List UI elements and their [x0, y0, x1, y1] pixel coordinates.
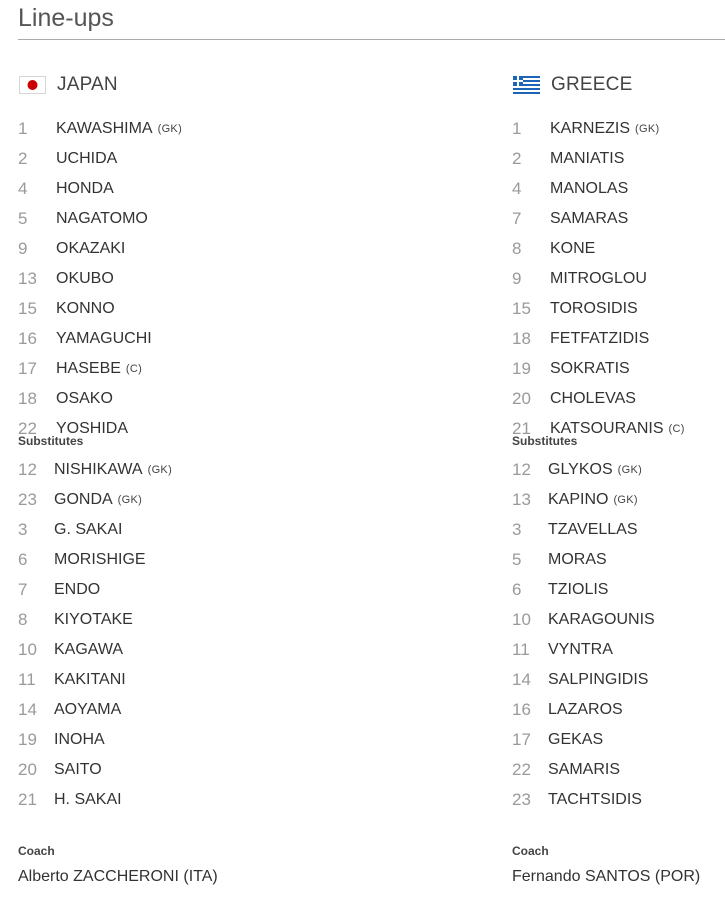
- team-japan: [18, 70, 230, 889]
- player-name: KONNO: [56, 300, 115, 317]
- player-name: NAGATOMO: [56, 210, 148, 227]
- player-row: [18, 234, 230, 264]
- substitutes-heading: Substitutes: [18, 434, 84, 448]
- player-row: [512, 725, 724, 755]
- player-number: 3: [18, 520, 28, 539]
- player-row: [512, 264, 724, 294]
- team-name: JAPAN: [57, 74, 118, 95]
- player-row: [18, 354, 230, 384]
- lineups-header: [18, 3, 725, 40]
- player-number: 20: [18, 760, 37, 779]
- player-name: MANIATIS: [550, 150, 625, 167]
- player-name: SAITO: [54, 761, 102, 778]
- player-name: YOSHIDA: [56, 420, 129, 437]
- player-number: 6: [18, 550, 28, 569]
- player-name: AOYAMA: [54, 701, 122, 718]
- player-number: 12: [18, 460, 37, 479]
- substitutes-list: [18, 455, 230, 815]
- player-number: 17: [18, 359, 37, 378]
- player-name: MORAS: [548, 551, 607, 568]
- player-name: KONE: [550, 240, 596, 257]
- player-row: [512, 455, 724, 485]
- substitutes-heading: Substitutes: [512, 434, 578, 448]
- player-number: 2: [512, 149, 522, 168]
- player-row: [18, 144, 230, 174]
- player-number: 1: [18, 119, 28, 138]
- player-name: OKUBO: [56, 270, 114, 287]
- player-number: 14: [18, 700, 37, 719]
- substitutes-list: [512, 455, 724, 815]
- player-number: 6: [512, 580, 522, 599]
- player-number: 22: [512, 760, 531, 779]
- player-name: G. SAKAI: [54, 521, 123, 538]
- player-row: [512, 695, 724, 725]
- page-title: Line-ups: [18, 4, 114, 32]
- player-name: KARAGOUNIS: [548, 611, 655, 628]
- player-row: [18, 785, 230, 815]
- player-number: 18: [18, 389, 37, 408]
- coach-heading: Coach: [512, 844, 549, 858]
- coach-name: Alberto ZACCHERONI (ITA): [18, 868, 218, 885]
- player-role-tag: (GK): [617, 464, 643, 476]
- player-role-tag: (GK): [635, 123, 660, 135]
- coach-name: Fernando SANTOS (POR): [512, 868, 701, 885]
- player-role-tag: (GK): [147, 464, 173, 476]
- player-name: KARNEZIS: [550, 120, 631, 137]
- player-row: [18, 515, 230, 545]
- player-name: NISHIKAWA: [54, 461, 143, 478]
- player-number: 13: [18, 269, 37, 288]
- player-name: TZAVELLAS: [548, 521, 638, 538]
- player-row: [18, 264, 230, 294]
- starters-list: [18, 114, 230, 438]
- player-number: 20: [512, 389, 531, 408]
- player-name: YAMAGUCHI: [56, 330, 152, 347]
- player-row: [512, 545, 724, 575]
- player-number: 11: [512, 640, 530, 659]
- player-name: H. SAKAI: [54, 791, 122, 808]
- player-number: 10: [512, 610, 531, 629]
- player-name: ENDO: [54, 581, 101, 598]
- player-name: INOHA: [54, 731, 105, 748]
- player-number: 21: [18, 790, 37, 809]
- player-row: [18, 114, 230, 144]
- player-row: [18, 725, 230, 755]
- player-number: 4: [18, 179, 28, 198]
- player-row: [512, 114, 724, 144]
- player-role-tag: (GK): [117, 494, 143, 506]
- player-number: 14: [512, 670, 531, 689]
- player-number: 23: [512, 790, 531, 809]
- player-name: VYNTRA: [548, 641, 613, 658]
- player-name: HONDA: [56, 180, 114, 197]
- player-number: 15: [18, 299, 37, 318]
- player-row: [512, 384, 724, 414]
- player-name: KAKITANI: [54, 671, 126, 688]
- player-row: [18, 455, 230, 485]
- player-row: [18, 545, 230, 575]
- player-row: [18, 575, 230, 605]
- player-number: 22: [18, 419, 37, 438]
- player-name: MORISHIGE: [54, 551, 146, 568]
- player-role-tag: (GK): [613, 494, 638, 506]
- player-number: 13: [512, 490, 531, 509]
- player-number: 18: [512, 329, 531, 348]
- player-row: [512, 635, 724, 665]
- player-number: 1: [512, 119, 522, 138]
- player-name: OKAZAKI: [56, 240, 126, 257]
- player-row: [512, 755, 724, 785]
- team-name: GREECE: [551, 74, 633, 95]
- player-row: [18, 324, 230, 354]
- team-header: [512, 70, 724, 100]
- player-number: 17: [512, 730, 531, 749]
- coach-heading: Coach: [18, 844, 55, 858]
- player-name: KATSOURANIS: [550, 420, 664, 437]
- player-row: [512, 294, 724, 324]
- player-number: 3: [512, 520, 522, 539]
- player-name: KAWASHIMA: [56, 120, 153, 137]
- player-name: MITROGLOU: [550, 270, 647, 287]
- player-name: KAPINO: [548, 491, 609, 508]
- player-row: [18, 174, 230, 204]
- player-row: [18, 665, 230, 695]
- team-greece: [512, 70, 724, 889]
- player-row: [18, 695, 230, 725]
- player-number: 8: [512, 239, 522, 258]
- player-row: [512, 204, 724, 234]
- player-name: TACHTSIDIS: [548, 791, 642, 808]
- player-number: 19: [512, 359, 531, 378]
- player-name: SAMARIS: [548, 761, 621, 778]
- player-row: [512, 665, 724, 695]
- player-number: 5: [18, 209, 28, 228]
- player-row: [512, 605, 724, 635]
- player-row: [512, 324, 724, 354]
- player-name: GONDA: [54, 491, 113, 508]
- player-number: 9: [512, 269, 522, 288]
- player-role-tag: (C): [668, 423, 685, 435]
- player-name: LAZAROS: [548, 701, 623, 718]
- player-row: [18, 605, 230, 635]
- player-role-tag: (C): [125, 363, 143, 375]
- player-role-tag: (GK): [157, 123, 183, 135]
- player-row: [18, 384, 230, 414]
- greece-flag-icon: [513, 76, 540, 94]
- player-name: GLYKOS: [548, 461, 613, 478]
- player-row: [512, 575, 724, 605]
- player-row: [18, 485, 230, 515]
- player-name: KAGAWA: [54, 641, 124, 658]
- player-row: [18, 635, 230, 665]
- player-number: 12: [512, 460, 531, 479]
- player-row: [18, 755, 230, 785]
- player-number: 2: [18, 149, 28, 168]
- player-row: [512, 144, 724, 174]
- player-number: 9: [18, 239, 28, 258]
- player-name: SALPINGIDIS: [548, 671, 649, 688]
- japan-flag-icon: [19, 76, 46, 94]
- player-name: SOKRATIS: [550, 360, 630, 377]
- player-row: [18, 204, 230, 234]
- player-number: 4: [512, 179, 522, 198]
- player-row: [512, 785, 724, 815]
- player-number: 8: [18, 610, 28, 629]
- player-row: [18, 294, 230, 324]
- player-name: KIYOTAKE: [54, 611, 133, 628]
- player-number: 21: [512, 419, 531, 438]
- player-row: [512, 234, 724, 264]
- player-name: FETFATZIDIS: [550, 330, 650, 347]
- player-name: GEKAS: [548, 731, 604, 748]
- player-name: OSAKO: [56, 390, 113, 407]
- player-name: UCHIDA: [56, 150, 118, 167]
- player-name: HASEBE: [56, 360, 121, 377]
- player-number: 15: [512, 299, 531, 318]
- team-header: [18, 70, 230, 100]
- starters-list: [512, 114, 724, 438]
- player-row: [512, 354, 724, 384]
- player-number: 10: [18, 640, 37, 659]
- player-number: 19: [18, 730, 37, 749]
- player-name: TZIOLIS: [548, 581, 609, 598]
- player-name: CHOLEVAS: [550, 390, 636, 407]
- player-number: 5: [512, 550, 522, 569]
- player-name: MANOLAS: [550, 180, 629, 197]
- player-number: 11: [18, 670, 36, 689]
- player-number: 7: [512, 209, 522, 228]
- player-name: TOROSIDIS: [550, 300, 638, 317]
- player-number: 7: [18, 580, 28, 599]
- player-name: SAMARAS: [550, 210, 629, 227]
- player-number: 23: [18, 490, 37, 509]
- player-row: [512, 485, 724, 515]
- player-row: [512, 174, 724, 204]
- player-number: 16: [18, 329, 37, 348]
- player-number: 16: [512, 700, 531, 719]
- player-row: [512, 515, 724, 545]
